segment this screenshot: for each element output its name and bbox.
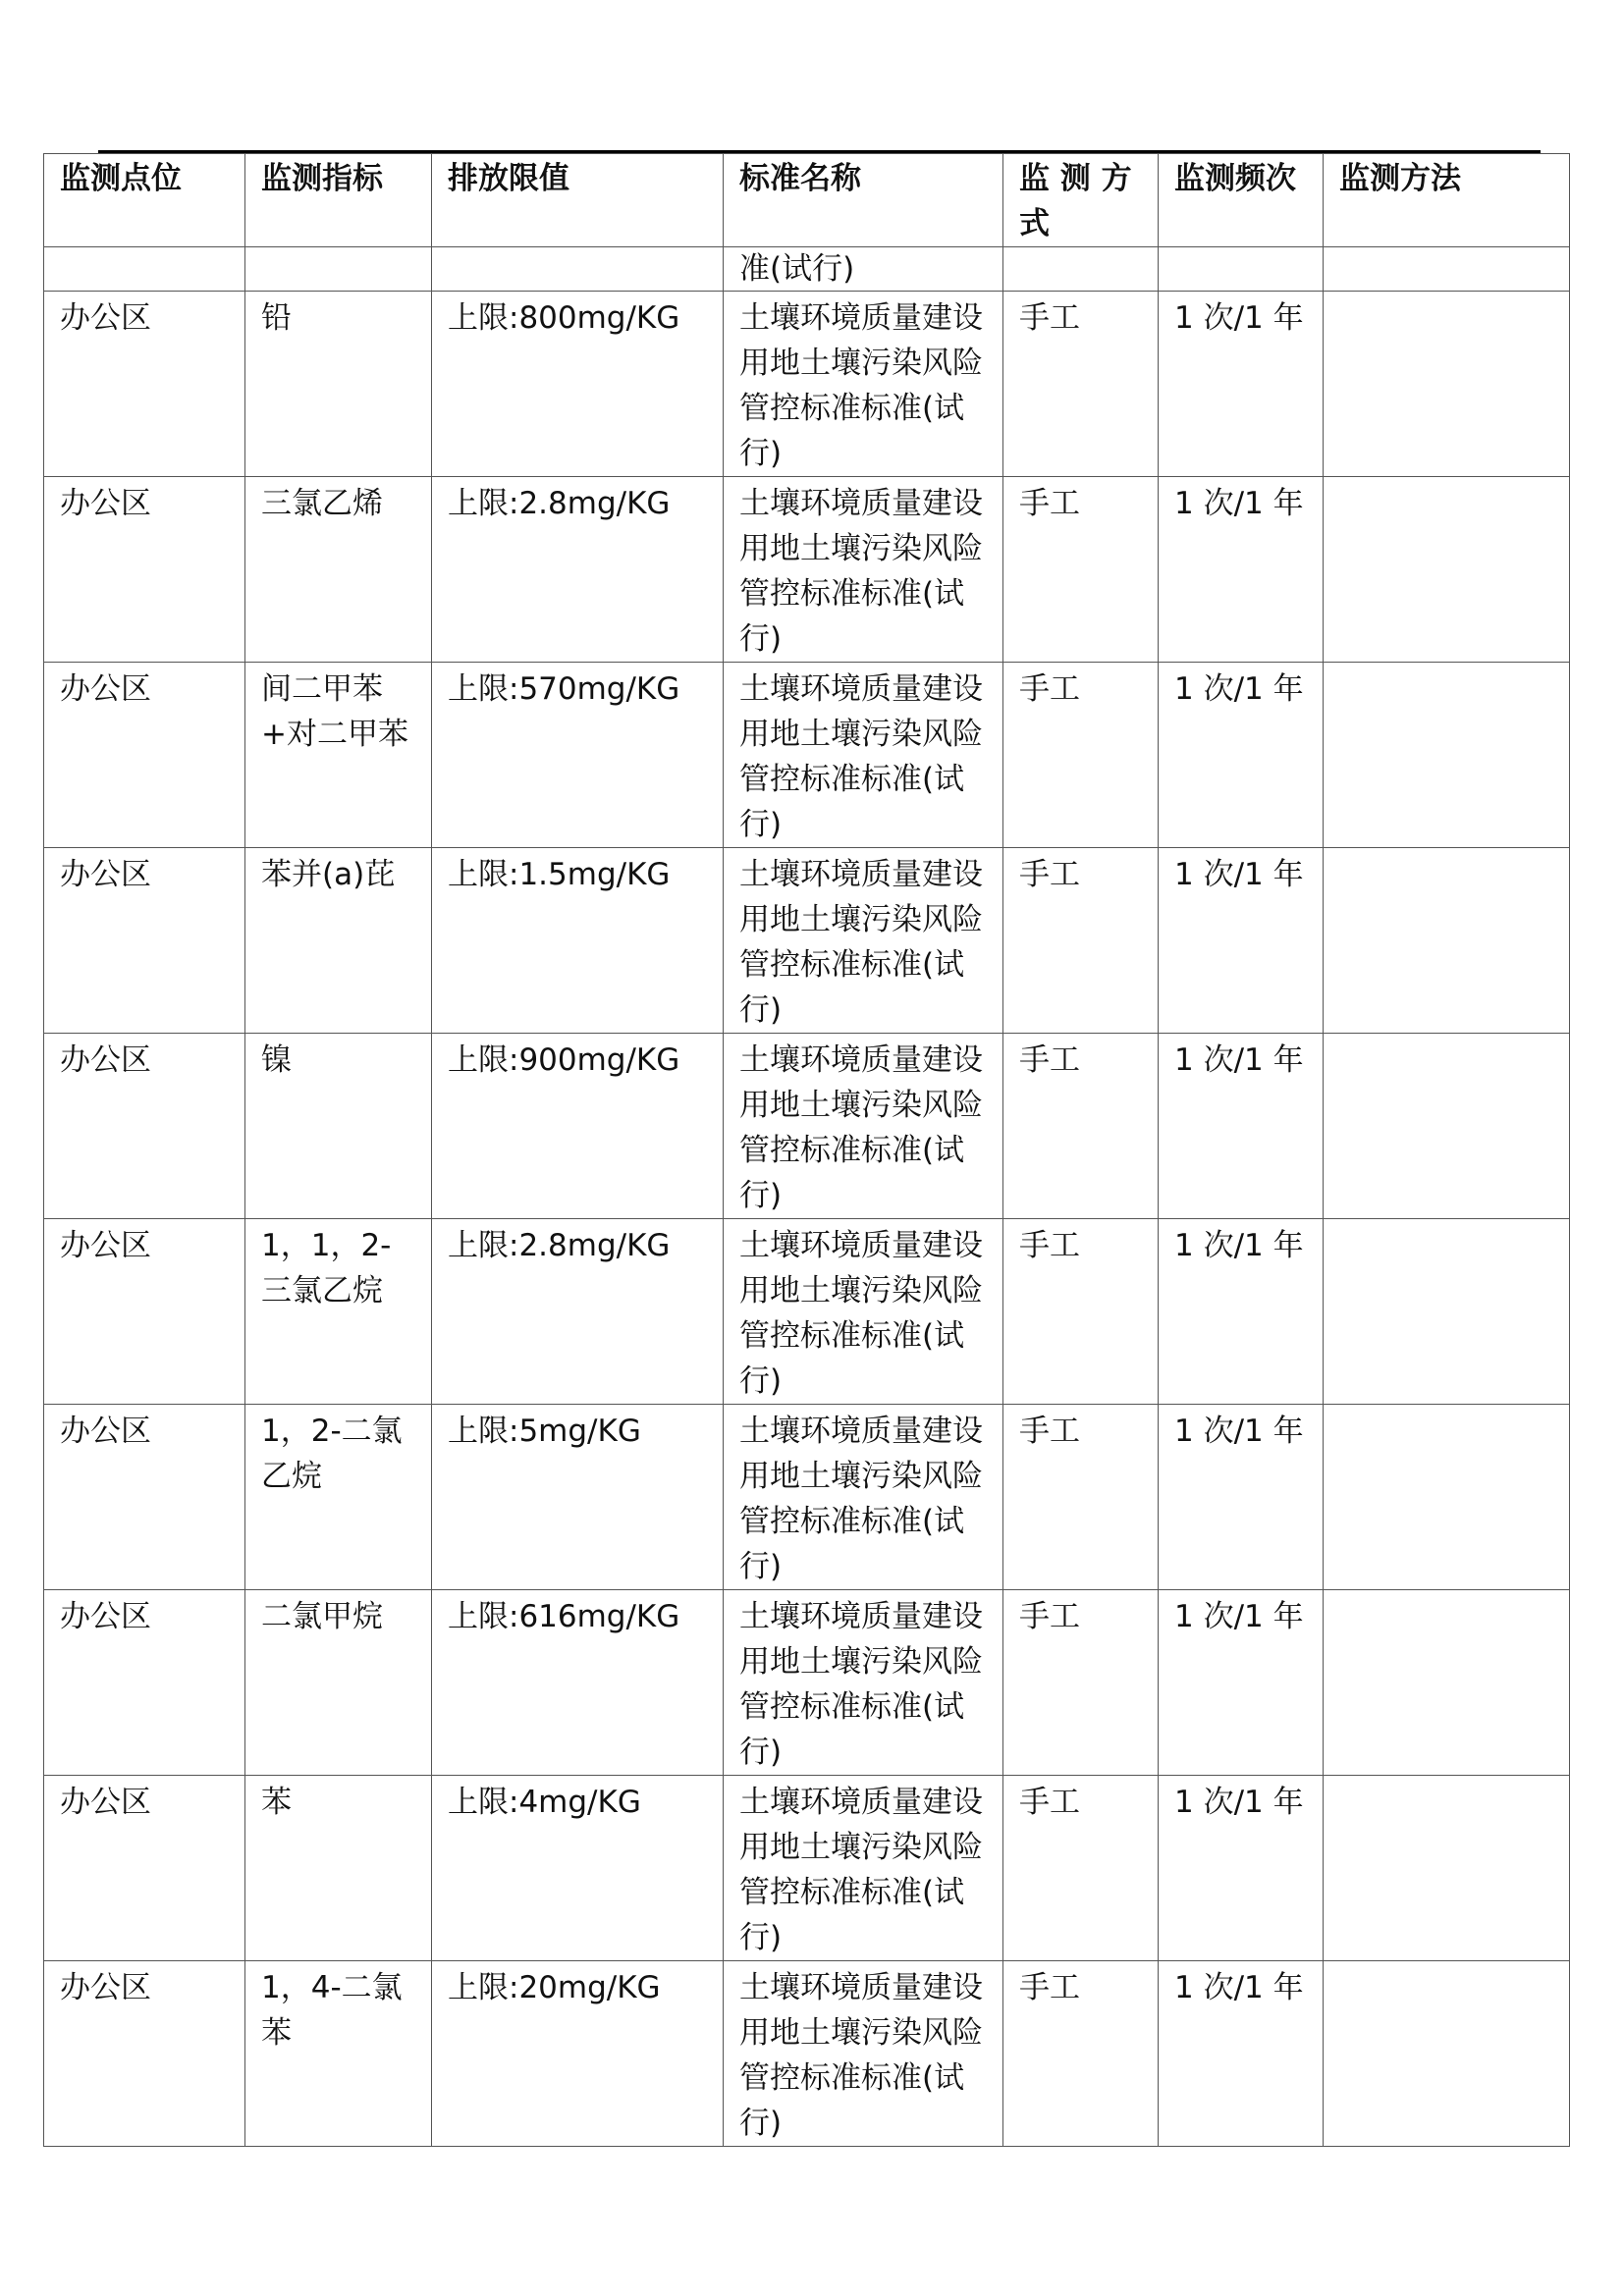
- cell-method: [1324, 1405, 1570, 1590]
- cell-frequency: 1 次/1 年: [1159, 1034, 1324, 1219]
- cell-indicator: [245, 247, 432, 292]
- cell-frequency: 1 次/1 年: [1159, 477, 1324, 663]
- cell-mode: 手工: [1003, 1219, 1159, 1405]
- cell-location: [44, 247, 245, 292]
- cell-frequency: 1 次/1 年: [1159, 1590, 1324, 1776]
- cell-indicator: 镍: [245, 1034, 432, 1219]
- cell-indicator: 间二甲苯+对二甲苯: [245, 663, 432, 848]
- cell-location: 办公区: [44, 1034, 245, 1219]
- table-row: [44, 292, 1570, 477]
- header-mode: 监 测 方 式: [1003, 154, 1159, 247]
- cell-standard: 土壤环境质量建设用地土壤污染风险管控标准标准(试行): [724, 663, 1003, 848]
- table-row: [44, 1219, 1570, 1405]
- cell-method: [1324, 1590, 1570, 1776]
- cell-standard: 准(试行): [724, 247, 1003, 292]
- header-row: [44, 154, 1570, 247]
- table-row: [44, 477, 1570, 663]
- cell-mode: 手工: [1003, 1405, 1159, 1590]
- cell-method: [1324, 477, 1570, 663]
- cell-method: [1324, 1219, 1570, 1405]
- cell-standard: 土壤环境质量建设用地土壤污染风险管控标准标准(试行): [724, 292, 1003, 477]
- cell-limit: 上限:616mg/KG: [432, 1590, 724, 1776]
- header-frequency: 监测频次: [1159, 154, 1324, 247]
- cell-location: 办公区: [44, 1590, 245, 1776]
- table-row: [44, 1034, 1570, 1219]
- cell-indicator: 二氯甲烷: [245, 1590, 432, 1776]
- cell-standard: 土壤环境质量建设用地土壤污染风险管控标准标准(试行): [724, 1405, 1003, 1590]
- cell-standard: 土壤环境质量建设用地土壤污染风险管控标准标准(试行): [724, 477, 1003, 663]
- table-row: [44, 848, 1570, 1034]
- cell-frequency: 1 次/1 年: [1159, 292, 1324, 477]
- cell-location: 办公区: [44, 1219, 245, 1405]
- cell-frequency: 1 次/1 年: [1159, 1961, 1324, 2147]
- cell-frequency: 1 次/1 年: [1159, 848, 1324, 1034]
- cell-standard: 土壤环境质量建设用地土壤污染风险管控标准标准(试行): [724, 848, 1003, 1034]
- cell-indicator: 铅: [245, 292, 432, 477]
- cell-frequency: [1159, 247, 1324, 292]
- cell-mode: 手工: [1003, 848, 1159, 1034]
- cell-limit: [432, 247, 724, 292]
- cell-indicator: 苯: [245, 1776, 432, 1961]
- cell-limit: 上限:5mg/KG: [432, 1405, 724, 1590]
- cell-method: [1324, 848, 1570, 1034]
- header-limit: 排放限值: [432, 154, 724, 247]
- cell-mode: [1003, 247, 1159, 292]
- cell-method: [1324, 1776, 1570, 1961]
- cell-limit: 上限:1.5mg/KG: [432, 848, 724, 1034]
- cell-mode: 手工: [1003, 477, 1159, 663]
- cell-limit: 上限:2.8mg/KG: [432, 1219, 724, 1405]
- cell-mode: 手工: [1003, 1034, 1159, 1219]
- cell-method: [1324, 663, 1570, 848]
- cell-standard: 土壤环境质量建设用地土壤污染风险管控标准标准(试行): [724, 1776, 1003, 1961]
- table-row: [44, 663, 1570, 848]
- cell-location: 办公区: [44, 1961, 245, 2147]
- cell-frequency: 1 次/1 年: [1159, 1405, 1324, 1590]
- cell-standard: 土壤环境质量建设用地土壤污染风险管控标准标准(试行): [724, 1034, 1003, 1219]
- cell-limit: 上限:2.8mg/KG: [432, 477, 724, 663]
- cell-location: 办公区: [44, 663, 245, 848]
- header-indicator: 监测指标: [245, 154, 432, 247]
- cell-frequency: 1 次/1 年: [1159, 1776, 1324, 1961]
- table-header: [44, 154, 1570, 247]
- cell-location: 办公区: [44, 848, 245, 1034]
- header-location: 监测点位: [44, 154, 245, 247]
- cell-limit: 上限:4mg/KG: [432, 1776, 724, 1961]
- cell-limit: 上限:900mg/KG: [432, 1034, 724, 1219]
- cell-location: 办公区: [44, 1776, 245, 1961]
- cell-mode: 手工: [1003, 1776, 1159, 1961]
- cell-location: 办公区: [44, 477, 245, 663]
- cell-indicator: 1，4-二氯苯: [245, 1961, 432, 2147]
- continuation-row: [44, 247, 1570, 292]
- cell-standard: 土壤环境质量建设用地土壤污染风险管控标准标准(试行): [724, 1590, 1003, 1776]
- cell-frequency: 1 次/1 年: [1159, 1219, 1324, 1405]
- cell-frequency: 1 次/1 年: [1159, 663, 1324, 848]
- header-method: 监测方法: [1324, 154, 1570, 247]
- cell-location: 办公区: [44, 292, 245, 477]
- cell-indicator: 苯并(a)芘: [245, 848, 432, 1034]
- cell-location: 办公区: [44, 1405, 245, 1590]
- cell-standard: 土壤环境质量建设用地土壤污染风险管控标准标准(试行): [724, 1961, 1003, 2147]
- table-row: [44, 1590, 1570, 1776]
- cell-indicator: 1，2-二氯乙烷: [245, 1405, 432, 1590]
- cell-method: [1324, 1034, 1570, 1219]
- cell-limit: 上限:20mg/KG: [432, 1961, 724, 2147]
- cell-method: [1324, 247, 1570, 292]
- cell-indicator: 1，1，2-三氯乙烷: [245, 1219, 432, 1405]
- table-row: [44, 1776, 1570, 1961]
- cell-method: [1324, 1961, 1570, 2147]
- table-row: [44, 1405, 1570, 1590]
- cell-method: [1324, 292, 1570, 477]
- header-standard: 标准名称: [724, 154, 1003, 247]
- monitoring-table: [43, 153, 1570, 2147]
- cell-limit: 上限:570mg/KG: [432, 663, 724, 848]
- cell-mode: 手工: [1003, 292, 1159, 477]
- table-row: [44, 1961, 1570, 2147]
- cell-mode: 手工: [1003, 1590, 1159, 1776]
- cell-mode: 手工: [1003, 1961, 1159, 2147]
- cell-standard: 土壤环境质量建设用地土壤污染风险管控标准标准(试行): [724, 1219, 1003, 1405]
- cell-limit: 上限:800mg/KG: [432, 292, 724, 477]
- cell-indicator: 三氯乙烯: [245, 477, 432, 663]
- table-body: [44, 247, 1570, 2147]
- cell-mode: 手工: [1003, 663, 1159, 848]
